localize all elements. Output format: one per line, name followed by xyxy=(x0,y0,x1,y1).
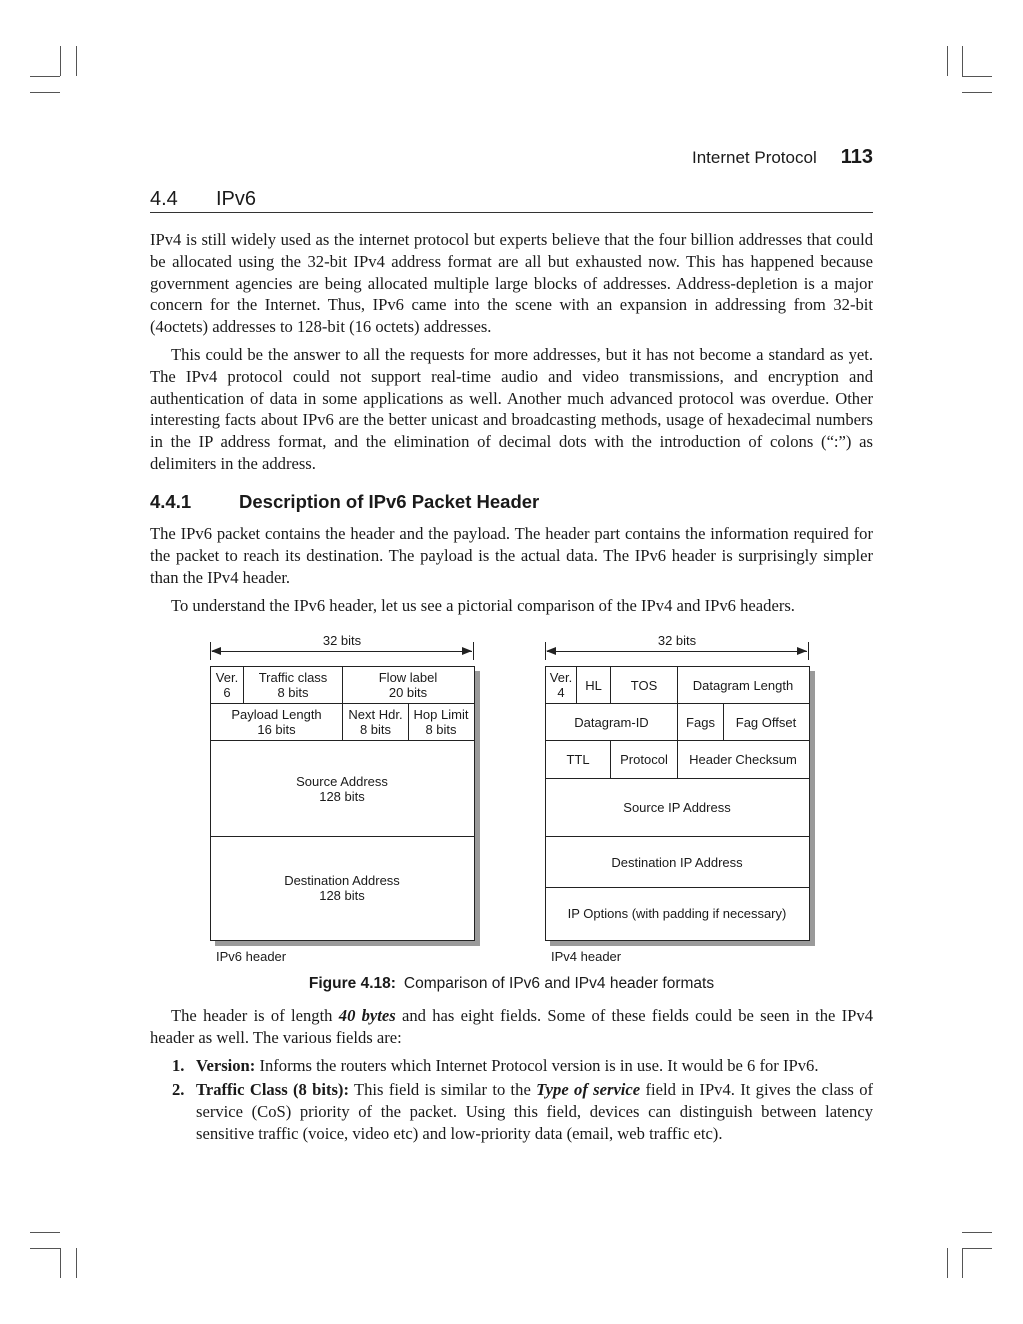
field-size: 128 bits xyxy=(319,888,365,903)
list-text: Informs the routers which Internet Protocol version is in use. It would be 6 for IPv6. xyxy=(255,1056,819,1075)
field-ip-options: IP Options (with padding if necessary) xyxy=(567,906,787,921)
text-run: and has eight fields. Some of these fields could be seen in the IPv4 header as well. The various fields are: xyxy=(150,1006,873,1047)
field-tos: TOS xyxy=(630,677,658,693)
subsection-heading xyxy=(150,491,539,513)
arrow-right-icon xyxy=(797,647,807,655)
list-text: field in IPv4. It gives the class of service (CoS) priority of the packet. Using this field, devices can distinguish between latency sensitive traffic (voice, video etc) and low-priority data (email, web traffic etc). xyxy=(196,1080,874,1143)
field-name: Destination Address xyxy=(284,873,400,888)
list-term: Version: xyxy=(196,1056,256,1075)
field-source-ip-address: Source IP Address xyxy=(623,800,731,815)
arrow-right-icon xyxy=(462,647,472,655)
running-head xyxy=(692,146,873,169)
paragraph xyxy=(150,1005,873,1049)
figure-title: Comparison of IPv6 and IPv4 header formats xyxy=(403,975,715,992)
field-datagram-id: Datagram-ID xyxy=(574,714,649,730)
field-size: 16 bits xyxy=(257,722,296,737)
section-number: 4.4 xyxy=(150,188,178,210)
field-flags: Fags xyxy=(686,714,715,730)
field-fragment-offset: Fag Offset xyxy=(735,714,797,730)
field-traffic-class xyxy=(244,667,342,703)
dimension-line xyxy=(547,651,807,652)
paragraph: This could be the answer to all the requests for more addresses, but it has not become a standard as yet. The IPv4 protocol could not support real-time audio and video transmissions, and encryption and authentication of data in some applications as well. Another much advanced protocol was overdue. Other interesting facts about IPv6 are the better unicast and broadcasting methods, usage of hexadecimal numbers in the IP address format, and the elimination of decimal dots with the introduction of colons (“:”) as delimiters in the address. xyxy=(150,345,873,473)
width-label: 32 bits xyxy=(657,633,697,648)
field-name: Ver. xyxy=(549,670,573,685)
field-version xyxy=(546,667,576,703)
width-label: 32 bits xyxy=(322,633,362,648)
figure-caption xyxy=(0,975,1023,993)
field-name: Traffic class xyxy=(258,670,328,685)
list-item xyxy=(172,1055,873,1077)
ipv6-caption: IPv6 header xyxy=(216,949,287,964)
section-title: IPv6 xyxy=(216,188,257,210)
section-heading xyxy=(150,188,256,211)
field-name: Payload Length xyxy=(231,707,322,722)
field-header-checksum: Header Checksum xyxy=(689,752,797,767)
ipv4-caption: IPv4 header xyxy=(551,949,622,964)
paragraph: The IPv6 packet contains the header and the payload. The header part contains the information required for the packet to reach its destination. The payload is the actual data. The IPv6 header is surprisingly simpler than the IPv4 header. xyxy=(150,524,873,587)
list-number: 2. xyxy=(172,1080,185,1099)
list-term: Traffic Class (8 bits): xyxy=(196,1080,349,1099)
page-number: 113 xyxy=(840,146,873,168)
field-version xyxy=(211,667,243,703)
subsection-number: 4.4.1 xyxy=(150,491,192,512)
dimension-line xyxy=(212,651,472,652)
field-hl: HL xyxy=(585,677,602,693)
field-size: 20 bits xyxy=(388,685,428,700)
field-size: 8 bits xyxy=(359,722,392,737)
field-size: 8 bits xyxy=(277,685,309,700)
dimension-tick xyxy=(808,642,809,660)
running-head-title: Internet Protocol xyxy=(691,148,817,167)
field-next-header xyxy=(343,704,408,740)
field-hop-limit xyxy=(409,704,473,740)
field-name: Source Address xyxy=(296,773,388,789)
text-run: The header is of length xyxy=(171,1006,339,1025)
field-source-address xyxy=(211,741,473,836)
field-name: Flow label xyxy=(378,670,438,685)
list-number: 1. xyxy=(172,1056,185,1075)
arrow-left-icon xyxy=(546,647,556,655)
section-rule xyxy=(150,212,873,213)
field-size: 4 xyxy=(557,685,565,700)
list-text: This field is similar to the xyxy=(348,1080,537,1099)
field-destination-address xyxy=(211,837,473,939)
paragraph: IPv4 is still widely used as the internet protocol but experts believe that the four billion addresses that could be allocated using the 32-bit IPv4 address format are all but exhausted now. This has happened because government agencies are being allocated multiple large blocks of addresses. Address-depletion is a major concern for the Internet. Thus, IPv6 came into the scene with an expansion in addressing from 32-bit (4octets) addresses to 128-bit (16 octets) addresses. xyxy=(150,230,873,337)
figure-label: Figure 4.18: xyxy=(308,975,396,992)
field-name: Next Hdr. xyxy=(348,707,403,722)
field-destination-ip-address: Destination IP Address xyxy=(611,854,743,870)
paragraph: To understand the IPv6 header, let us see a pictorial comparison of the IPv4 and IPv6 headers. xyxy=(171,596,795,615)
field-protocol: Protocol xyxy=(620,752,668,767)
list-item xyxy=(172,1079,873,1144)
field-datagram-length: Datagram Length xyxy=(692,677,794,693)
field-size: 128 bits xyxy=(319,788,365,804)
emphasis: Type of service xyxy=(536,1080,641,1099)
field-size: 8 bits xyxy=(425,722,457,737)
field-name: Ver. xyxy=(215,670,239,685)
field-name: Hop Limit xyxy=(413,707,469,722)
emphasis: 40 bytes xyxy=(338,1006,396,1025)
arrow-left-icon xyxy=(211,647,221,655)
field-size: 6 xyxy=(223,685,231,700)
field-payload-length xyxy=(211,704,342,740)
dimension-tick xyxy=(473,642,474,660)
field-ttl: TTL xyxy=(566,752,590,767)
subsection-title: Description of IPv6 Packet Header xyxy=(239,491,540,512)
field-flow-label xyxy=(343,667,473,703)
